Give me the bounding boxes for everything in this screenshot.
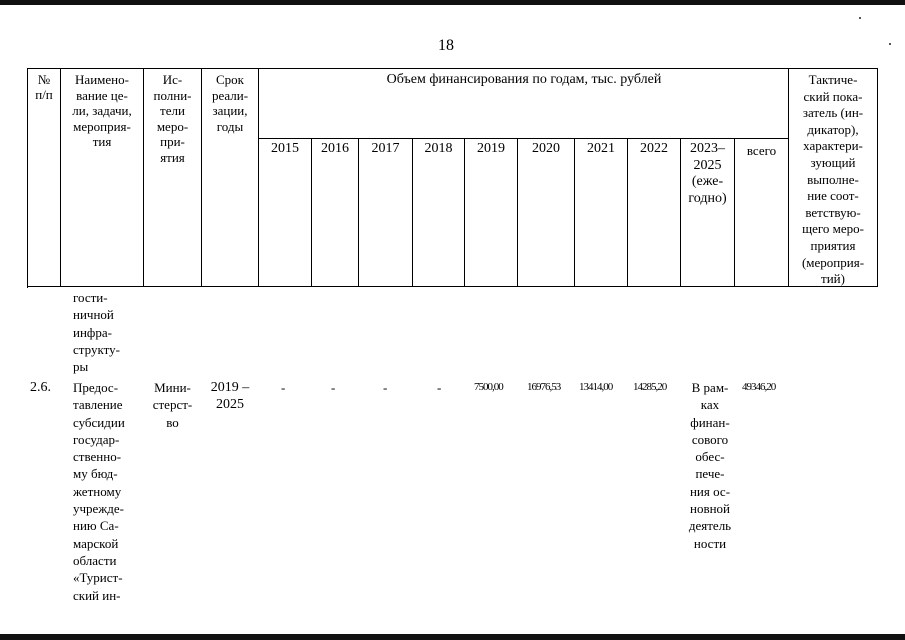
header-year: 2020 xyxy=(532,141,560,156)
row-range-note-line: пече- xyxy=(695,466,725,482)
scan-speck xyxy=(889,43,891,45)
header-executors: тели xyxy=(160,103,185,118)
header-financing: Объем финансирования по годам, тыс. рублей xyxy=(386,72,662,87)
page-number: 18 xyxy=(438,37,454,54)
header-executors: меро- xyxy=(156,118,189,134)
header-indicator: затель (ин- xyxy=(802,105,864,121)
row-executor-line: стерст- xyxy=(152,397,193,413)
row-value-2015: - xyxy=(281,380,286,395)
header-year: 2017 xyxy=(371,141,400,156)
row-name-line: жетному xyxy=(73,483,122,499)
header-indicator: ние соот- xyxy=(807,188,859,204)
header-num: № xyxy=(37,72,51,87)
row-range-note-line: В рам- xyxy=(691,380,729,395)
row-range-note-line: ния ос- xyxy=(689,483,731,499)
row-range-note xyxy=(684,379,736,552)
row-name-line: нию Са- xyxy=(73,518,119,534)
header-year-range: (еже- xyxy=(691,174,724,189)
header-year-range: 2023– xyxy=(690,141,725,156)
header-indicator: приятия xyxy=(810,237,856,253)
row-name-line: ский ин- xyxy=(73,587,121,603)
row-name-line: му бюд- xyxy=(73,466,118,482)
header-indicator: щего меро- xyxy=(802,221,864,237)
row-range-note-line: финан- xyxy=(690,414,730,430)
row-range-note-line: ках xyxy=(700,397,720,413)
row-name-line: субсидии xyxy=(73,414,125,430)
header-year-range: годно) xyxy=(688,190,727,206)
row-total: 49346,20 xyxy=(742,381,776,393)
header-num: п/п xyxy=(35,87,53,102)
row-executor xyxy=(144,379,201,431)
header-term: Срок xyxy=(216,72,244,87)
header-name: тия xyxy=(92,134,112,149)
scan-speck xyxy=(859,17,861,19)
header-indicator: дикатор), xyxy=(807,121,859,137)
continuation-line: гости- xyxy=(73,290,108,305)
row-range-note-line: новной xyxy=(689,501,730,517)
header-executors: полни- xyxy=(153,87,192,103)
row-term-line: 2019 – xyxy=(210,380,250,395)
header-term: годы xyxy=(216,118,244,134)
continuation-line: инфра- xyxy=(73,324,112,340)
row-name-line: Предос- xyxy=(73,380,119,395)
header-name: ли, задачи, xyxy=(72,103,132,118)
header-name: мероприя- xyxy=(73,118,131,134)
header-indicator: характери- xyxy=(803,138,863,154)
header-year: 2016 xyxy=(321,141,349,156)
top-edge-bar xyxy=(0,0,905,5)
row-value-2022: 14285,20 xyxy=(633,381,667,393)
header-indicator: выполне- xyxy=(807,171,859,187)
row-value-2021: 13414,00 xyxy=(579,381,613,393)
row-name-line: тавление xyxy=(73,397,123,413)
row-range-note-line: сового xyxy=(691,431,729,447)
header-term: реали- xyxy=(211,87,249,103)
header-name: Наимено- xyxy=(75,72,129,87)
row-value-2018: - xyxy=(437,380,442,395)
header-indicator: Тактиче- xyxy=(808,72,858,87)
header-year: 2021 xyxy=(587,141,615,156)
row-name xyxy=(73,379,141,604)
row-range-note-line: ности xyxy=(693,535,727,551)
row-value-2020: 16976,53 xyxy=(527,381,561,393)
header-executors: при- xyxy=(160,134,185,149)
row-value-2019: 7500,00 xyxy=(474,381,503,393)
row-value-2017: - xyxy=(383,380,388,395)
row-term-line: 2025 xyxy=(216,397,244,413)
continuation-line: ничной xyxy=(73,307,114,323)
header-indicator: (мероприя- xyxy=(801,254,865,270)
row-term xyxy=(202,379,258,414)
row-name-line: «Турист- xyxy=(73,570,123,586)
header-indicator: ветствую- xyxy=(805,204,861,220)
header-indicator: ский пока- xyxy=(803,88,863,104)
continuation-line: ры xyxy=(73,359,89,375)
bottom-edge-bar xyxy=(0,634,905,640)
header-year: 2018 xyxy=(424,141,453,156)
header-total: всего xyxy=(746,143,777,158)
row-executor-line: Мини- xyxy=(154,380,191,395)
row-range-note-line: обес- xyxy=(695,449,725,465)
continuation-text xyxy=(73,289,120,375)
row-range-note-line: деятель xyxy=(688,518,732,534)
row-executor-line: во xyxy=(166,414,179,430)
row-value-2016: - xyxy=(331,380,336,395)
header-indicator: зующий xyxy=(810,154,856,170)
header-executors: Ис- xyxy=(162,72,183,87)
header-executors: ятия xyxy=(160,149,185,165)
row-name-line: учрежде- xyxy=(73,501,125,517)
header-indicator: тий) xyxy=(821,271,845,287)
row-number: 2.6. xyxy=(30,380,51,395)
row-name-line: марской xyxy=(73,535,119,551)
header-year: 2015 xyxy=(271,141,299,156)
row-name-line: государ- xyxy=(73,431,120,447)
header-name: вание це- xyxy=(76,87,128,103)
header-year-range: 2025 xyxy=(693,157,722,173)
continuation-line: структу- xyxy=(73,341,120,357)
header-year: 2022 xyxy=(640,141,668,156)
header-term: зации, xyxy=(212,103,248,118)
row-name-line: области xyxy=(73,552,117,568)
header-year: 2019 xyxy=(477,141,505,156)
row-name-line: ственно- xyxy=(73,449,122,465)
